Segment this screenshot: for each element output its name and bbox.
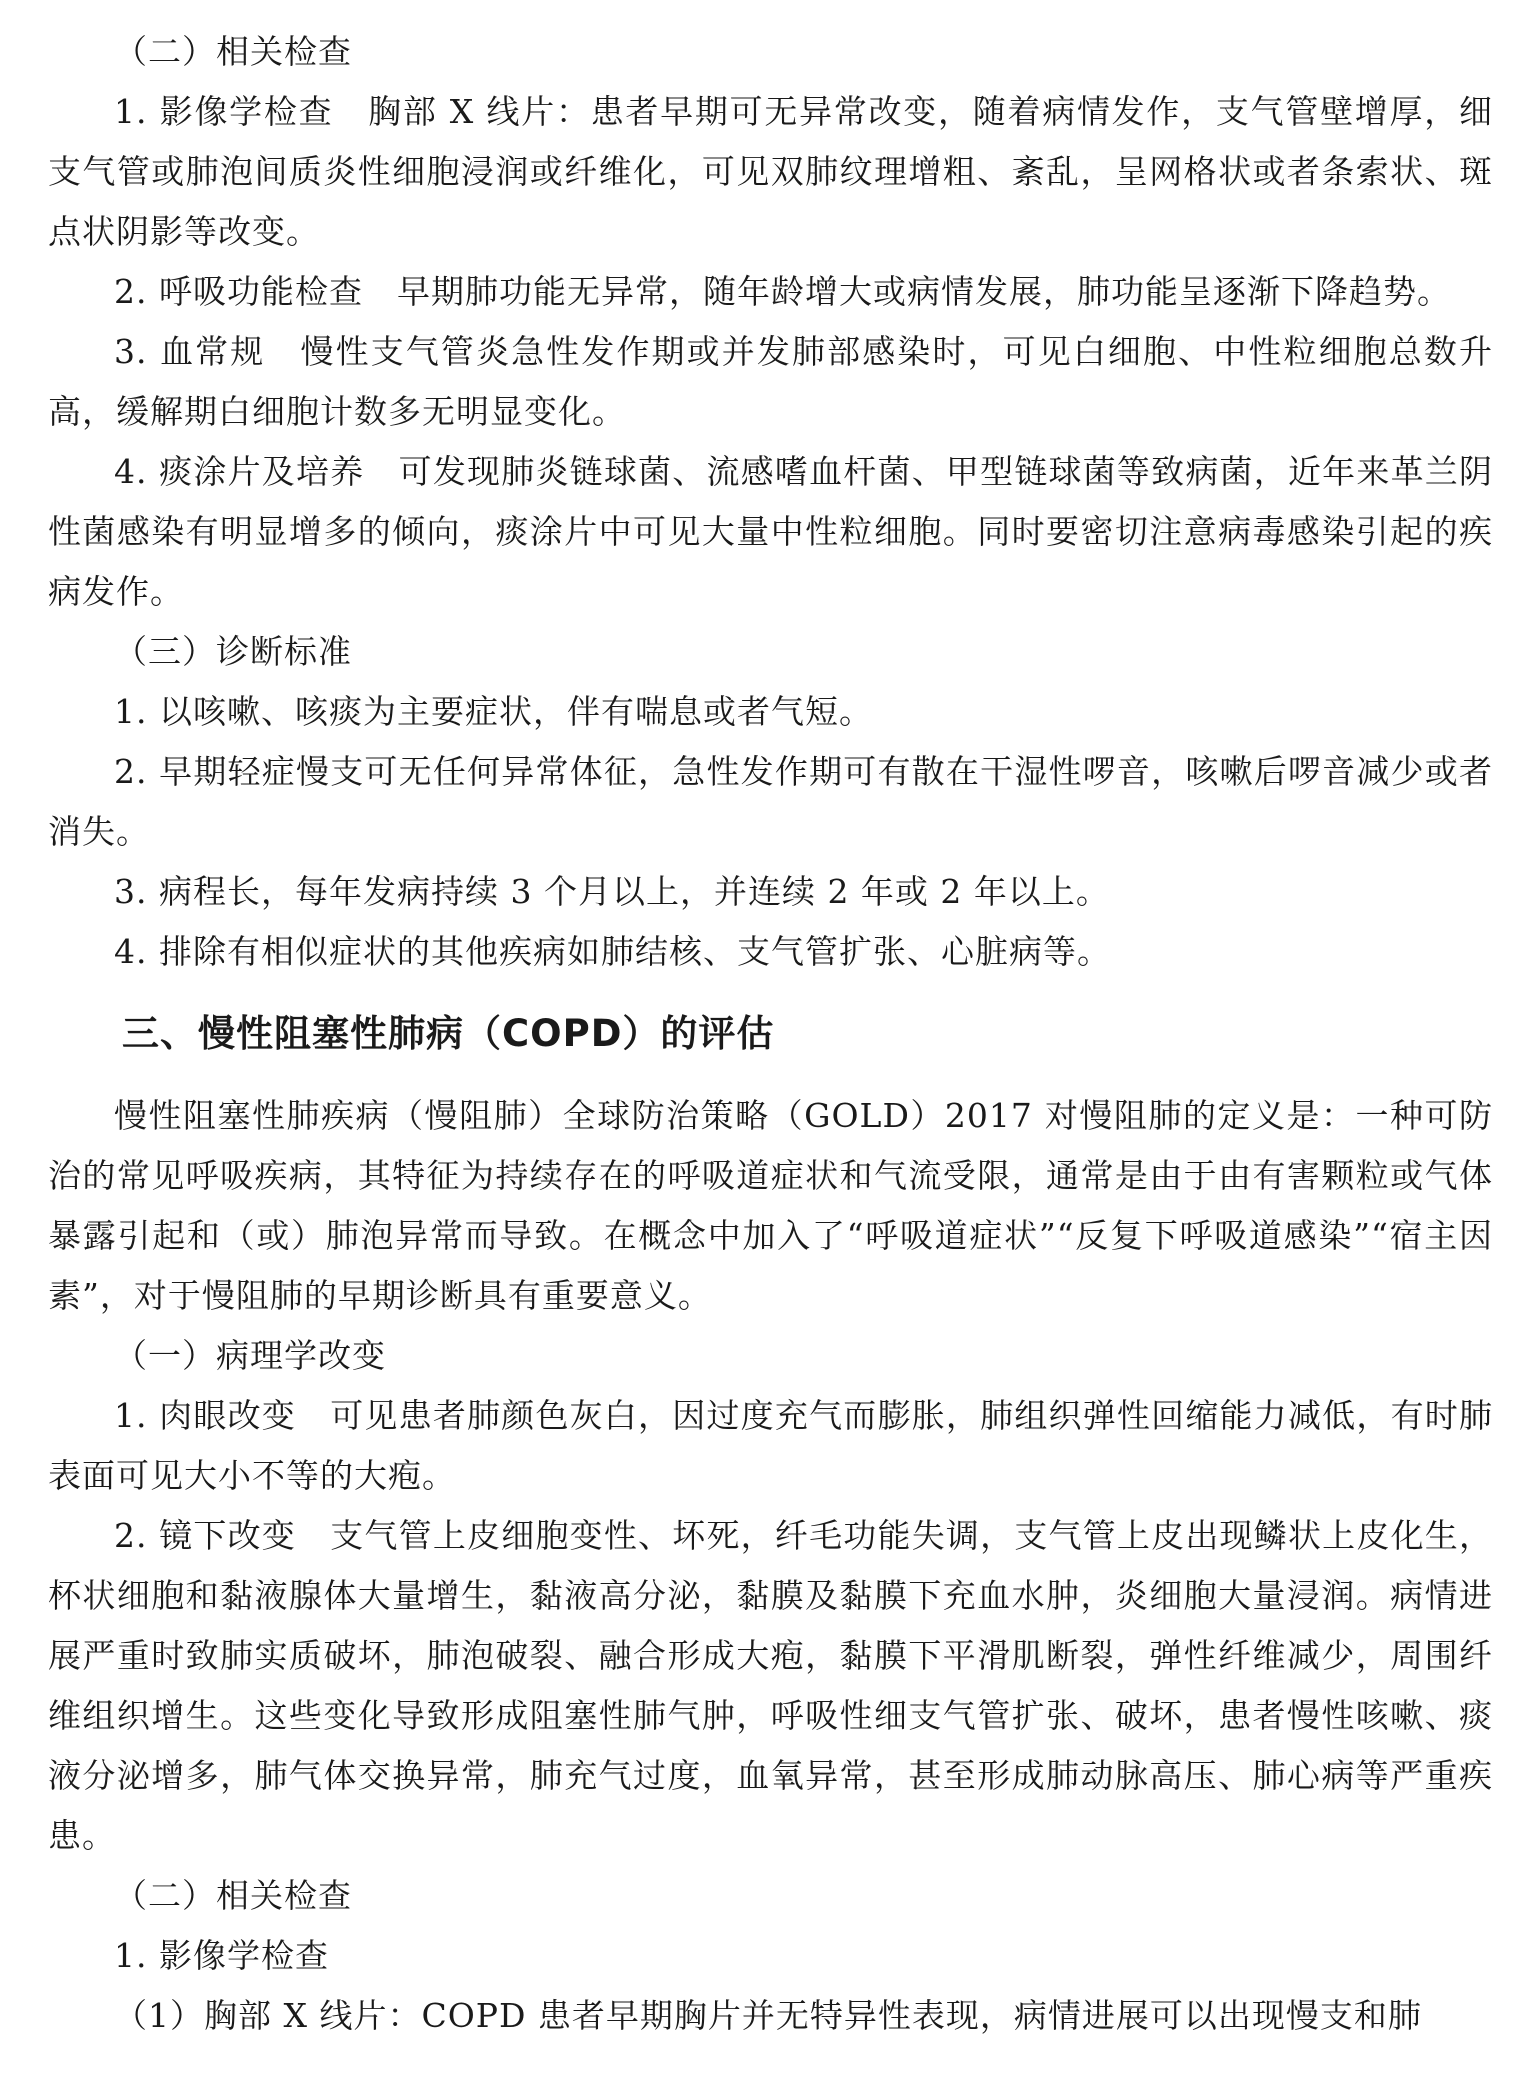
paragraph-chest-xray: （1）胸部 X 线片：COPD 患者早期胸片并无特异性表现，病情进展可以出现慢支和肺 [114, 1996, 1422, 2035]
subsection-heading-related-exams-2: （二）相关检查 [114, 1876, 352, 1915]
paragraph-criteria-3: 3. 病程长，每年发病持续 3 个月以上，并连续 2 年或 2 年以上。 [114, 872, 1110, 911]
subsection-heading-diagnostic-criteria: （三）诊断标准 [114, 632, 352, 671]
paragraph-criteria-1: 1. 以咳嗽、咳痰为主要症状，伴有喘息或者气短。 [114, 692, 873, 731]
paragraph-blood-routine: 3. 血常规 慢性支气管炎急性发作期或并发肺部感染时，可见白细胞、中性粒细胞总数升高，缓解期白细胞计数多无明显变化。 [48, 332, 1493, 431]
section-heading-copd: 三、慢性阻塞性肺病（COPD）的评估 [122, 1012, 775, 1055]
paragraph-imaging-exam: 1. 影像学检查 胸部 X 线片：患者早期可无异常改变，随着病情发作，支气管壁增厚，细支气管或肺泡间质炎性细胞浸润或纤维化，可见双肺纹理增粗、紊乱，呈网格状或者条索状、斑点状阴影等改变。 [48, 92, 1493, 251]
paragraph-respiratory-function: 2. 呼吸功能检查 早期肺功能无异常，随年龄增大或病情发展，肺功能呈逐渐下降趋势。 [114, 272, 1451, 311]
paragraph-criteria-4: 4. 排除有相似症状的其他疾病如肺结核、支气管扩张、心脏病等。 [114, 932, 1111, 971]
paragraph-gross-changes: 1. 肉眼改变 可见患者肺颜色灰白，因过度充气而膨胀，肺组织弹性回缩能力减低，有时肺表面可见大小不等的大疱。 [48, 1396, 1493, 1495]
paragraph-criteria-2: 2. 早期轻症慢支可无任何异常体征，急性发作期可有散在干湿性啰音，咳嗽后啰音减少或者消失。 [48, 752, 1493, 851]
paragraph-sputum-culture: 4. 痰涂片及培养 可发现肺炎链球菌、流感嗜血杆菌、甲型链球菌等致病菌，近年来革兰阴性菌感染有明显增多的倾向，痰涂片中可见大量中性粒细胞。同时要密切注意病毒感染引起的疾病发作。 [48, 452, 1493, 611]
document-page [48, 22, 1493, 2046]
subsection-heading-related-exams: （二）相关检查 [114, 32, 352, 71]
paragraph-copd-definition: 慢性阻塞性肺疾病（慢阻肺）全球防治策略（GOLD）2017 对慢阻肺的定义是：一种可防治的常见呼吸疾病，其特征为持续存在的呼吸道症状和气流受限，通常是由于由有害颗粒或气体暴露引起和（或）肺泡异常而导致。在概念中加入了“呼吸道症状”“反复下呼吸道感染”“宿主因素”，对于慢阻肺的早期诊断具有重要意义。 [48, 1096, 1493, 1315]
subsection-heading-pathology: （一）病理学改变 [114, 1336, 386, 1375]
paragraph-imaging-exam-2: 1. 影像学检查 [114, 1936, 329, 1975]
paragraph-microscopic-changes: 2. 镜下改变 支气管上皮细胞变性、坏死，纤毛功能失调，支气管上皮出现鳞状上皮化生，杯状细胞和黏液腺体大量增生，黏液高分泌，黏膜及黏膜下充血水肿，炎细胞大量浸润。病情进展严重时致肺实质破坏，肺泡破裂、融合形成大疱，黏膜下平滑肌断裂，弹性纤维减少，周围纤维组织增生。这些变化导致形成阻塞性肺气肿，呼吸性细支气管扩张、破坏，患者慢性咳嗽、痰液分泌增多，肺气体交换异常，肺充气过度，血氧异常，甚至形成肺动脉高压、肺心病等严重疾患。 [48, 1516, 1493, 1855]
